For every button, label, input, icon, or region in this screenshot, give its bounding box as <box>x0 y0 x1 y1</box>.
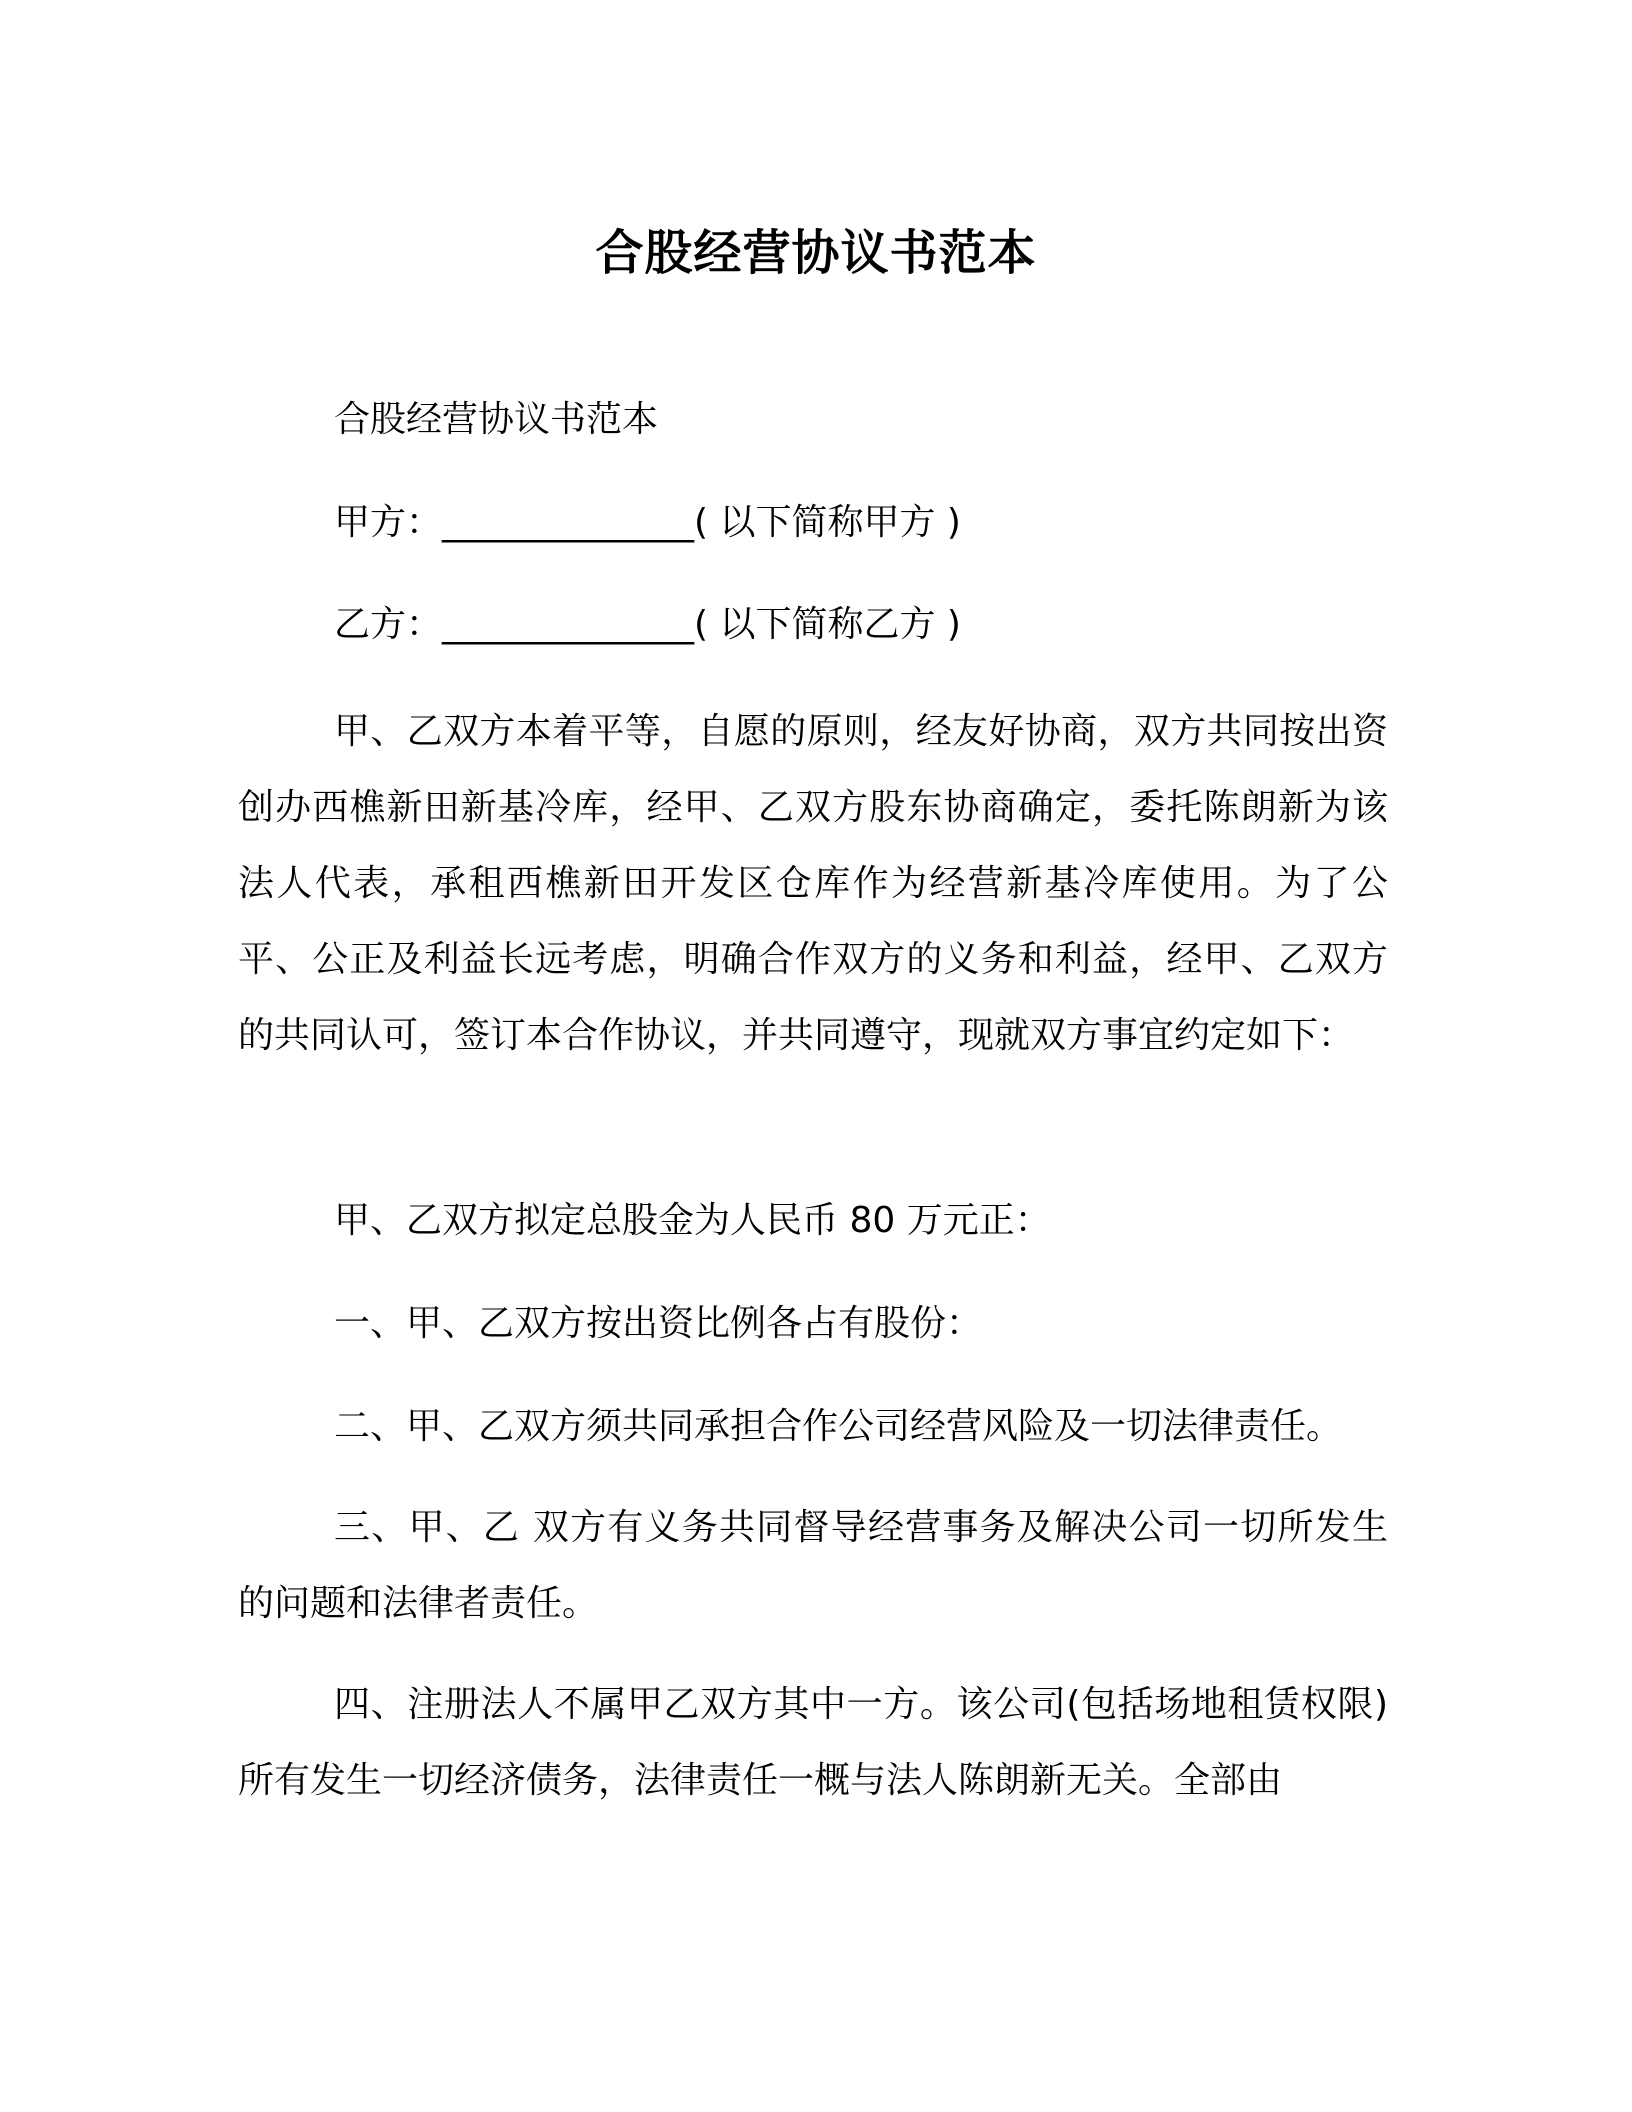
paragraph-clause-2: 二、甲、乙双方须共同承担合作公司经营风险及一切法律责任。 <box>334 1406 1343 1447</box>
party-b-line: 乙方：______________( 以下简称乙方 ) <box>334 604 961 645</box>
paragraph-intro: 甲、乙双方本着平等，自愿的原则，经友好协商，双方共同按出资创办西樵新田新基冷库，经甲、乙双方股东协商确定，委托陈朗新为该法人代表，承租西樵新田开发区仓库作为经营新基冷库使用。为了公平、公正及利益长远考虑，明确合作双方的义务和利益，经甲、乙双方的共同认可，签订本合作协议，并共同遵守，现就双方事宜约定如下： <box>238 711 1388 1056</box>
party-a-line: 甲方：______________( 以下简称甲方 ) <box>334 502 961 543</box>
paragraph-clause-3: 三、甲、乙 双方有义务共同督导经营事务及解决公司一切所发生的问题和法律者责任。 <box>238 1507 1388 1624</box>
paragraph-clause-1: 一、甲、乙双方按出资比例各占有股份： <box>334 1303 983 1344</box>
document-subtitle: 合股经营协议书范本 <box>334 399 659 440</box>
paragraph-clause-4: 四、注册法人不属甲乙双方其中一方。该公司(包括场地租赁权限)所有发生一切经济债务，法律责任一概与法人陈朗新无关。全部由 <box>238 1684 1388 1801</box>
document-title: 合股经营协议书范本 <box>595 225 1037 281</box>
paragraph-capital: 甲、乙双方拟定总股金为人民币 80 万元正： <box>334 1200 1051 1241</box>
